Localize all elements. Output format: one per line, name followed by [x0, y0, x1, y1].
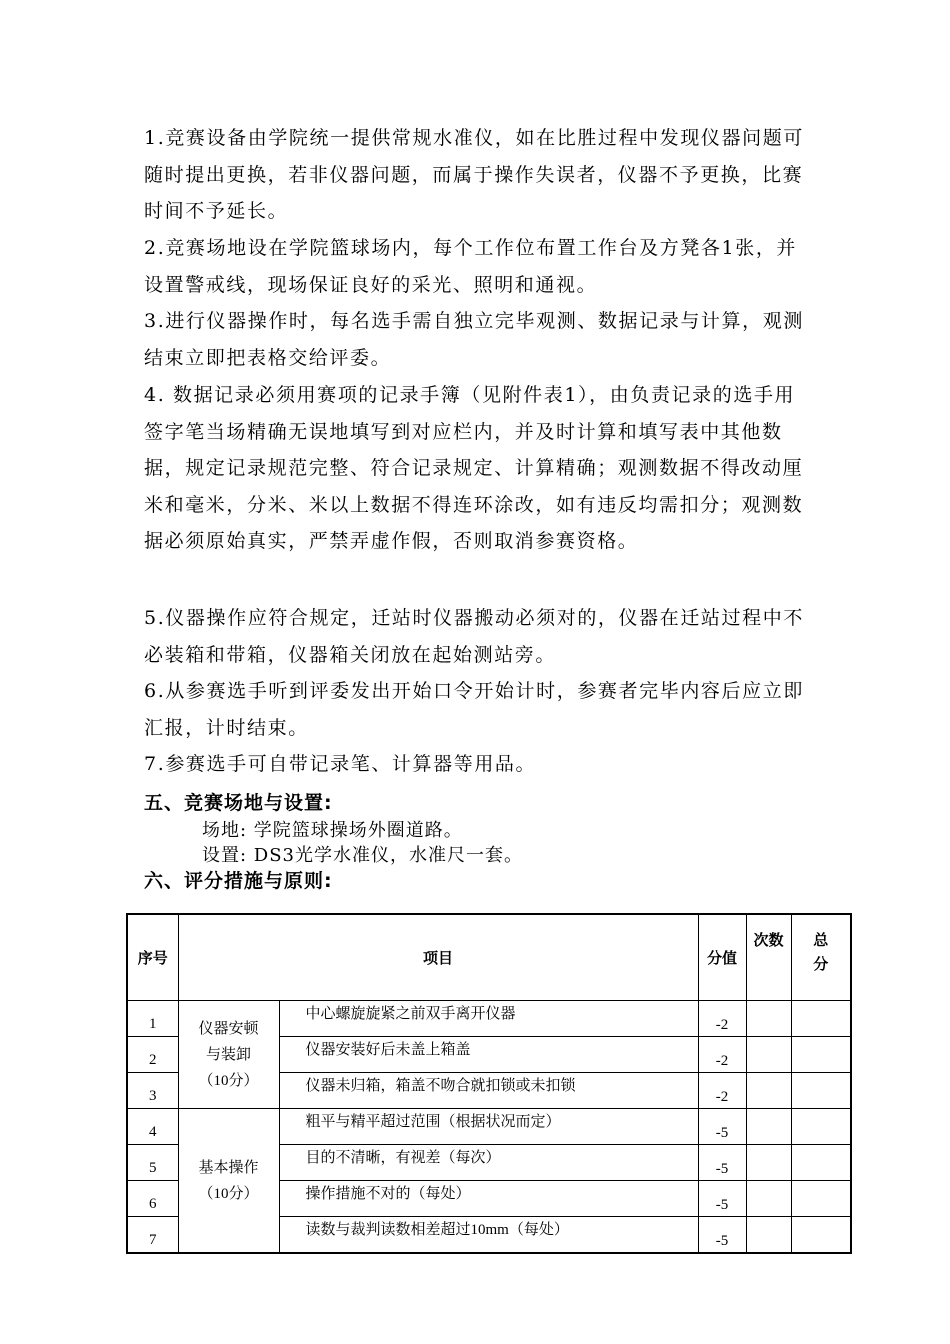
row-index: 2: [127, 1037, 178, 1073]
row-count[interactable]: [746, 1109, 791, 1145]
row-item: 目的不清晰，有视差（每次）: [279, 1145, 698, 1181]
row-total[interactable]: [791, 1073, 851, 1109]
header-score: 分值: [698, 914, 746, 1001]
table-row: [127, 1109, 851, 1145]
row-total[interactable]: [791, 1181, 851, 1217]
row-count[interactable]: [746, 1217, 791, 1254]
row-index: 1: [127, 1001, 178, 1037]
table-header-row: [127, 914, 851, 1001]
rule-4: 4. 数据记录必须用赛项的记录手簿（见附件表1），由负责记录的选手用签字笔当场精确无误地填写到对应栏内，并及时计算和填写表中其他数据，规定记录规范完整、符合记录规定、计算精确；观测数据不得改动厘米和毫米，分米、米以上数据不得连环涂改，如有违反均需扣分；观测数据必须原始真实，严禁弄虚作假，否则取消参赛资格。: [144, 384, 804, 553]
row-index: 3: [127, 1073, 178, 1109]
rule-3: 3.进行仪器操作时，每名选手需自独立完毕观测、数据记录与计算，观测结束立即把表格交给评委。: [144, 310, 804, 369]
rule-1: 1.竞赛设备由学院统一提供常规水准仪，如在比胜过程中发现仪器问题可随时提出更换，若非仪器问题，而属于操作失误者，仪器不予更换，比赛时间不予延长。: [144, 127, 804, 223]
row-score: -2: [698, 1073, 746, 1109]
category-cell: 仪器安顿与装卸（10分）: [178, 1001, 279, 1109]
row-count[interactable]: [746, 1037, 791, 1073]
row-item: 读数与裁判读数相差超过10mm（每处）: [279, 1217, 698, 1254]
row-score: -2: [698, 1037, 746, 1073]
row-score: -2: [698, 1001, 746, 1037]
row-total[interactable]: [791, 1037, 851, 1073]
row-index: 4: [127, 1109, 178, 1145]
row-item: 操作措施不对的（每处）: [279, 1181, 698, 1217]
category-cell: 基本操作（10分）: [178, 1109, 279, 1254]
header-total: 总分: [791, 914, 851, 1001]
header-count: 次数: [746, 914, 791, 1001]
rule-6: 6.从参赛选手听到评委发出开始口令开始计时，参赛者完毕内容后应立即汇报，计时结束。: [144, 680, 804, 739]
rule-5: 5.仪器操作应符合规定，迁站时仪器搬动必须对的，仪器在迁站过程中不必装箱和带箱，仪器箱关闭放在起始测站旁。: [144, 607, 804, 666]
row-index: 7: [127, 1217, 178, 1254]
row-index: 5: [127, 1145, 178, 1181]
row-score: -5: [698, 1217, 746, 1254]
row-item: 仪器安装好后未盖上箱盖: [279, 1037, 698, 1073]
section5-heading: 五、竞赛场地与设置:: [144, 792, 333, 814]
row-count[interactable]: [746, 1073, 791, 1109]
row-count[interactable]: [746, 1145, 791, 1181]
row-score: -5: [698, 1109, 746, 1145]
setup-line: 设置: DS3光学水准仪，水准尺一套。: [202, 845, 523, 866]
rule-7: 7.参赛选手可自带记录笔、计算器等用品。: [144, 753, 537, 775]
row-item: 中心螺旋旋紧之前双手离开仪器: [279, 1001, 698, 1037]
row-score: -5: [698, 1181, 746, 1217]
rule-2: 2.竞赛场地设在学院篮球场内，每个工作位布置工作台及方凳各1张，并设置警戒线，现场保证良好的采光、照明和通视。: [144, 237, 798, 296]
section6-heading: 六、评分措施与原则:: [144, 870, 333, 892]
row-item: 粗平与精平超过范围（根据状况而定）: [279, 1109, 698, 1145]
venue-line: 场地: 学院篮球操场外圈道路。: [202, 820, 463, 841]
header-index: 序号: [127, 914, 178, 1001]
row-item: 仪器未归箱，箱盖不吻合就扣锁或未扣锁: [279, 1073, 698, 1109]
row-score: -5: [698, 1145, 746, 1181]
header-item: 项目: [178, 914, 698, 1001]
table-row: [127, 1001, 851, 1037]
row-total[interactable]: [791, 1145, 851, 1181]
row-total[interactable]: [791, 1217, 851, 1254]
row-count[interactable]: [746, 1001, 791, 1037]
row-count[interactable]: [746, 1181, 791, 1217]
row-index: 6: [127, 1181, 178, 1217]
row-total[interactable]: [791, 1109, 851, 1145]
scoring-table: [126, 913, 852, 1254]
row-total[interactable]: [791, 1001, 851, 1037]
